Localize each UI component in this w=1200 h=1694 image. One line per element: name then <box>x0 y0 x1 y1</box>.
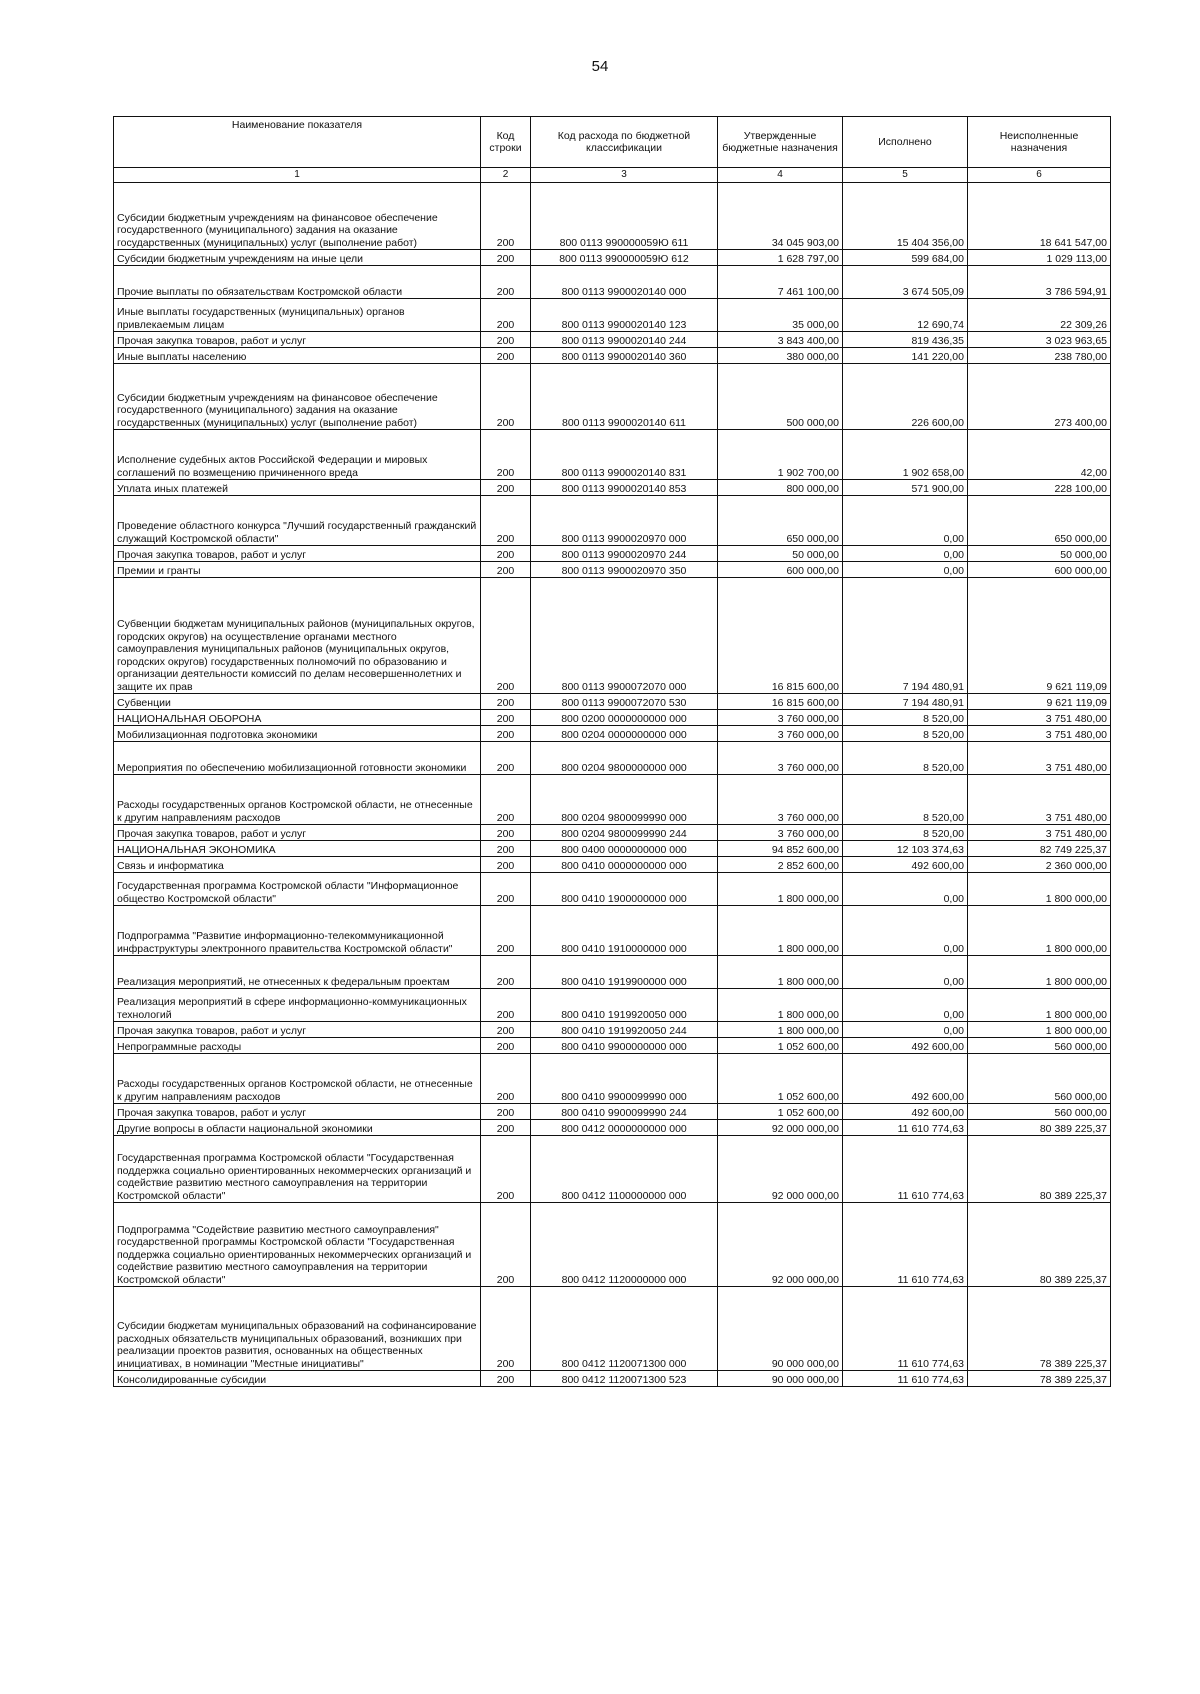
cell-executed: 0,00 <box>843 989 968 1022</box>
cell-line-code: 200 <box>481 873 531 906</box>
table-row <box>114 857 1111 873</box>
cell-executed: 0,00 <box>843 496 968 546</box>
cell-executed: 12 690,74 <box>843 299 968 332</box>
cell-budget-code: 800 0113 9900020970 350 <box>531 562 718 578</box>
cell-indicator-name: Расходы государственных органов Костромской области, не отнесенные к другим направлениям расходов <box>114 1054 481 1104</box>
cell-unexecuted: 3 751 480,00 <box>968 825 1111 841</box>
cell-indicator-name: Субсидии бюджетным учреждениям на финансовое обеспечение государственного (муниципального) задания на оказание государственных (муниципальных) услуг (выполнение работ) <box>114 364 481 430</box>
cell-unexecuted: 50 000,00 <box>968 546 1111 562</box>
cell-executed: 8 520,00 <box>843 825 968 841</box>
cell-line-code: 200 <box>481 694 531 710</box>
cell-budget-code: 800 0204 9800099990 000 <box>531 775 718 825</box>
cell-unexecuted: 238 780,00 <box>968 348 1111 364</box>
cell-budget-code: 800 0113 9900020970 244 <box>531 546 718 562</box>
cell-indicator-name: Премии и гранты <box>114 562 481 578</box>
cell-executed: 819 436,35 <box>843 332 968 348</box>
cell-approved: 1 800 000,00 <box>718 956 843 989</box>
table-row <box>114 430 1111 480</box>
cell-budget-code: 800 0113 9900020140 360 <box>531 348 718 364</box>
cell-unexecuted: 1 800 000,00 <box>968 906 1111 956</box>
cell-approved: 90 000 000,00 <box>718 1287 843 1371</box>
cell-unexecuted: 80 389 225,37 <box>968 1120 1111 1136</box>
cell-budget-code: 800 0204 9800099990 244 <box>531 825 718 841</box>
cell-executed: 0,00 <box>843 906 968 956</box>
cell-unexecuted: 1 800 000,00 <box>968 1022 1111 1038</box>
cell-line-code: 200 <box>481 1287 531 1371</box>
cell-executed: 1 902 658,00 <box>843 430 968 480</box>
cell-unexecuted: 3 023 963,65 <box>968 332 1111 348</box>
table-row <box>114 1136 1111 1203</box>
cell-executed: 11 610 774,63 <box>843 1120 968 1136</box>
cell-budget-code: 800 0400 0000000000 000 <box>531 841 718 857</box>
cell-budget-code: 800 0113 9900020140 611 <box>531 364 718 430</box>
cell-indicator-name: Прочая закупка товаров, работ и услуг <box>114 1104 481 1120</box>
cell-budget-code: 800 0412 1100000000 000 <box>531 1136 718 1203</box>
cell-approved: 800 000,00 <box>718 480 843 496</box>
cell-unexecuted: 1 800 000,00 <box>968 989 1111 1022</box>
cell-indicator-name: Субвенции бюджетам муниципальных районов (муниципальных округов, городских округов) на осуществление органами местного самоуправления муниципальных районов (муниципальных округов, городских округов) государственных полномочий по образованию и организации деятельности комиссий по делам несовершеннолетних и защите их прав <box>114 578 481 694</box>
cell-unexecuted: 9 621 119,09 <box>968 578 1111 694</box>
cell-line-code: 200 <box>481 299 531 332</box>
cell-budget-code: 800 0410 1919900000 000 <box>531 956 718 989</box>
cell-line-code: 200 <box>481 775 531 825</box>
cell-line-code: 200 <box>481 496 531 546</box>
table-row <box>114 578 1111 694</box>
table-row <box>114 726 1111 742</box>
cell-approved: 50 000,00 <box>718 546 843 562</box>
cell-budget-code: 800 0204 9800000000 000 <box>531 742 718 775</box>
cell-line-code: 200 <box>481 710 531 726</box>
cell-budget-code: 800 0113 990000059Ю 611 <box>531 183 718 250</box>
cell-indicator-name: Подпрограмма "Развитие информационно-телекоммуникационной инфраструктуры электронного правительства Костромской области" <box>114 906 481 956</box>
cell-indicator-name: Субсидии бюджетам муниципальных образований на софинансирование расходных обязательств муниципальных образований, возникших при реализации проектов развития, основанных на общественных инициативах, в номинации "Местные инициативы" <box>114 1287 481 1371</box>
column-number: 4 <box>718 168 843 183</box>
cell-approved: 7 461 100,00 <box>718 266 843 299</box>
table-row <box>114 1104 1111 1120</box>
cell-executed: 7 194 480,91 <box>843 694 968 710</box>
cell-line-code: 200 <box>481 364 531 430</box>
cell-approved: 1 052 600,00 <box>718 1038 843 1054</box>
table-row <box>114 1022 1111 1038</box>
cell-line-code: 200 <box>481 266 531 299</box>
cell-indicator-name: Иные выплаты государственных (муниципальных) органов привлекаемым лицам <box>114 299 481 332</box>
cell-line-code: 200 <box>481 562 531 578</box>
cell-budget-code: 800 0410 9900000000 000 <box>531 1038 718 1054</box>
table-row <box>114 250 1111 266</box>
cell-approved: 1 800 000,00 <box>718 989 843 1022</box>
cell-line-code: 200 <box>481 480 531 496</box>
cell-indicator-name: Государственная программа Костромской области "Информационное общество Костромской области" <box>114 873 481 906</box>
cell-unexecuted: 3 751 480,00 <box>968 775 1111 825</box>
cell-approved: 16 815 600,00 <box>718 578 843 694</box>
cell-approved: 500 000,00 <box>718 364 843 430</box>
cell-line-code: 200 <box>481 183 531 250</box>
cell-indicator-name: Реализация мероприятий, не отнесенных к федеральным проектам <box>114 956 481 989</box>
cell-unexecuted: 78 389 225,37 <box>968 1371 1111 1387</box>
cell-approved: 92 000 000,00 <box>718 1120 843 1136</box>
cell-budget-code: 800 0113 9900020140 853 <box>531 480 718 496</box>
cell-indicator-name: Исполнение судебных актов Российской Федерации и мировых соглашений по возмещению причиненного вреда <box>114 430 481 480</box>
cell-executed: 599 684,00 <box>843 250 968 266</box>
cell-budget-code: 800 0410 1919920050 000 <box>531 989 718 1022</box>
table-row <box>114 1120 1111 1136</box>
cell-approved: 35 000,00 <box>718 299 843 332</box>
cell-approved: 3 760 000,00 <box>718 726 843 742</box>
cell-line-code: 200 <box>481 1203 531 1287</box>
cell-unexecuted: 560 000,00 <box>968 1104 1111 1120</box>
cell-line-code: 200 <box>481 430 531 480</box>
cell-unexecuted: 78 389 225,37 <box>968 1287 1111 1371</box>
cell-budget-code: 800 0410 1900000000 000 <box>531 873 718 906</box>
cell-executed: 8 520,00 <box>843 775 968 825</box>
cell-indicator-name: Субсидии бюджетным учреждениям на иные цели <box>114 250 481 266</box>
page-number: 54 <box>591 58 609 75</box>
cell-executed: 141 220,00 <box>843 348 968 364</box>
cell-approved: 92 000 000,00 <box>718 1136 843 1203</box>
cell-budget-code: 800 0410 1919920050 244 <box>531 1022 718 1038</box>
cell-budget-code: 800 0410 1910000000 000 <box>531 906 718 956</box>
cell-line-code: 200 <box>481 546 531 562</box>
cell-line-code: 200 <box>481 348 531 364</box>
cell-line-code: 200 <box>481 857 531 873</box>
cell-approved: 16 815 600,00 <box>718 694 843 710</box>
cell-executed: 0,00 <box>843 546 968 562</box>
cell-executed: 492 600,00 <box>843 857 968 873</box>
cell-executed: 11 610 774,63 <box>843 1203 968 1287</box>
cell-approved: 1 052 600,00 <box>718 1054 843 1104</box>
cell-approved: 34 045 903,00 <box>718 183 843 250</box>
table-row <box>114 332 1111 348</box>
cell-budget-code: 800 0410 9900099990 000 <box>531 1054 718 1104</box>
table-row <box>114 825 1111 841</box>
table-row <box>114 480 1111 496</box>
cell-executed: 0,00 <box>843 562 968 578</box>
table-row <box>114 348 1111 364</box>
table-row <box>114 364 1111 430</box>
cell-unexecuted: 2 360 000,00 <box>968 857 1111 873</box>
cell-executed: 492 600,00 <box>843 1038 968 1054</box>
cell-budget-code: 800 0113 9900020140 831 <box>531 430 718 480</box>
column-number: 3 <box>531 168 718 183</box>
cell-approved: 600 000,00 <box>718 562 843 578</box>
cell-executed: 11 610 774,63 <box>843 1371 968 1387</box>
cell-indicator-name: Прочая закупка товаров, работ и услуг <box>114 825 481 841</box>
cell-executed: 8 520,00 <box>843 742 968 775</box>
cell-indicator-name: Прочая закупка товаров, работ и услуг <box>114 1022 481 1038</box>
cell-indicator-name: НАЦИОНАЛЬНАЯ ОБОРОНА <box>114 710 481 726</box>
cell-line-code: 200 <box>481 906 531 956</box>
cell-unexecuted: 3 786 594,91 <box>968 266 1111 299</box>
table-row <box>114 1038 1111 1054</box>
cell-unexecuted: 1 800 000,00 <box>968 873 1111 906</box>
cell-line-code: 200 <box>481 989 531 1022</box>
cell-indicator-name: Консолидированные субсидии <box>114 1371 481 1387</box>
cell-approved: 3 760 000,00 <box>718 742 843 775</box>
cell-unexecuted: 560 000,00 <box>968 1038 1111 1054</box>
header-line-code: Код строки <box>481 117 531 168</box>
cell-unexecuted: 600 000,00 <box>968 562 1111 578</box>
cell-approved: 1 800 000,00 <box>718 873 843 906</box>
table-row <box>114 562 1111 578</box>
cell-executed: 492 600,00 <box>843 1104 968 1120</box>
cell-approved: 2 852 600,00 <box>718 857 843 873</box>
cell-line-code: 200 <box>481 825 531 841</box>
table-row <box>114 956 1111 989</box>
cell-executed: 7 194 480,91 <box>843 578 968 694</box>
table-row <box>114 1203 1111 1287</box>
cell-indicator-name: Уплата иных платежей <box>114 480 481 496</box>
cell-approved: 1 902 700,00 <box>718 430 843 480</box>
cell-approved: 90 000 000,00 <box>718 1371 843 1387</box>
cell-budget-code: 800 0113 9900020970 000 <box>531 496 718 546</box>
table-row <box>114 775 1111 825</box>
cell-budget-code: 800 0113 990000059Ю 612 <box>531 250 718 266</box>
cell-budget-code: 800 0113 9900072070 530 <box>531 694 718 710</box>
table-row <box>114 1287 1111 1371</box>
cell-unexecuted: 82 749 225,37 <box>968 841 1111 857</box>
cell-line-code: 200 <box>481 250 531 266</box>
cell-indicator-name: Расходы государственных органов Костромской области, не отнесенные к другим направлениям расходов <box>114 775 481 825</box>
table-row <box>114 873 1111 906</box>
cell-approved: 3 843 400,00 <box>718 332 843 348</box>
cell-unexecuted: 9 621 119,09 <box>968 694 1111 710</box>
header-executed: Исполнено <box>843 117 968 168</box>
cell-line-code: 200 <box>481 332 531 348</box>
cell-unexecuted: 18 641 547,00 <box>968 183 1111 250</box>
cell-budget-code: 800 0113 9900020140 123 <box>531 299 718 332</box>
table-header <box>114 117 1111 183</box>
header-budget-code: Код расхода по бюджетной классификации <box>531 117 718 168</box>
table-row <box>114 742 1111 775</box>
cell-executed: 8 520,00 <box>843 726 968 742</box>
cell-indicator-name: Подпрограмма "Содействие развитию местного самоуправления" государственной программы Костромской области "Государственная поддержка социально ориентированных некоммерческих организаций и содействие развитию местного самоуправления на территории Костромской области" <box>114 1203 481 1287</box>
cell-indicator-name: НАЦИОНАЛЬНАЯ ЭКОНОМИКА <box>114 841 481 857</box>
cell-approved: 3 760 000,00 <box>718 825 843 841</box>
cell-executed: 226 600,00 <box>843 364 968 430</box>
cell-budget-code: 800 0113 9900020140 000 <box>531 266 718 299</box>
cell-executed: 8 520,00 <box>843 710 968 726</box>
cell-line-code: 200 <box>481 1054 531 1104</box>
column-number: 6 <box>968 168 1111 183</box>
cell-budget-code: 800 0412 1120000000 000 <box>531 1203 718 1287</box>
budget-execution-table <box>113 116 1111 1387</box>
cell-unexecuted: 22 309,26 <box>968 299 1111 332</box>
cell-unexecuted: 80 389 225,37 <box>968 1136 1111 1203</box>
cell-approved: 1 628 797,00 <box>718 250 843 266</box>
table-row <box>114 183 1111 250</box>
cell-budget-code: 800 0410 0000000000 000 <box>531 857 718 873</box>
cell-indicator-name: Прочие выплаты по обязательствам Костромской области <box>114 266 481 299</box>
cell-line-code: 200 <box>481 726 531 742</box>
cell-indicator-name: Субсидии бюджетным учреждениям на финансовое обеспечение государственного (муниципального) задания на оказание государственных (муниципальных) услуг (выполнение работ) <box>114 183 481 250</box>
cell-approved: 1 052 600,00 <box>718 1104 843 1120</box>
cell-executed: 0,00 <box>843 873 968 906</box>
cell-approved: 380 000,00 <box>718 348 843 364</box>
table-row <box>114 496 1111 546</box>
cell-indicator-name: Иные выплаты населению <box>114 348 481 364</box>
cell-unexecuted: 3 751 480,00 <box>968 742 1111 775</box>
header-approved: Утвержденные бюджетные назначения <box>718 117 843 168</box>
column-number: 2 <box>481 168 531 183</box>
cell-indicator-name: Субвенции <box>114 694 481 710</box>
cell-executed: 492 600,00 <box>843 1054 968 1104</box>
cell-indicator-name: Государственная программа Костромской области "Государственная поддержка социально ориентированных некоммерческих организаций и содействие развитию местного самоуправления на территории Костромской области" <box>114 1136 481 1203</box>
cell-approved: 1 800 000,00 <box>718 906 843 956</box>
table-row <box>114 841 1111 857</box>
cell-indicator-name: Непрограммные расходы <box>114 1038 481 1054</box>
cell-indicator-name: Связь и информатика <box>114 857 481 873</box>
table-row <box>114 989 1111 1022</box>
cell-unexecuted: 42,00 <box>968 430 1111 480</box>
cell-budget-code: 800 0200 0000000000 000 <box>531 710 718 726</box>
table-row <box>114 906 1111 956</box>
table-row <box>114 266 1111 299</box>
cell-budget-code: 800 0410 9900099990 244 <box>531 1104 718 1120</box>
cell-indicator-name: Другие вопросы в области национальной экономики <box>114 1120 481 1136</box>
cell-line-code: 200 <box>481 1022 531 1038</box>
cell-executed: 15 404 356,00 <box>843 183 968 250</box>
cell-budget-code: 800 0412 0000000000 000 <box>531 1120 718 1136</box>
column-number: 5 <box>843 168 968 183</box>
table-row <box>114 710 1111 726</box>
cell-indicator-name: Прочая закупка товаров, работ и услуг <box>114 546 481 562</box>
cell-unexecuted: 1 800 000,00 <box>968 956 1111 989</box>
cell-unexecuted: 560 000,00 <box>968 1054 1111 1104</box>
cell-budget-code: 800 0204 0000000000 000 <box>531 726 718 742</box>
cell-approved: 3 760 000,00 <box>718 775 843 825</box>
cell-unexecuted: 1 029 113,00 <box>968 250 1111 266</box>
cell-executed: 3 674 505,09 <box>843 266 968 299</box>
cell-budget-code: 800 0113 9900072070 000 <box>531 578 718 694</box>
cell-line-code: 200 <box>481 742 531 775</box>
cell-unexecuted: 228 100,00 <box>968 480 1111 496</box>
header-unexecuted: Неисполненные назначения <box>968 117 1111 168</box>
column-number: 1 <box>114 168 481 183</box>
cell-unexecuted: 650 000,00 <box>968 496 1111 546</box>
cell-approved: 94 852 600,00 <box>718 841 843 857</box>
cell-approved: 3 760 000,00 <box>718 710 843 726</box>
header-indicator-name: Наименование показателя <box>114 117 481 168</box>
cell-budget-code: 800 0113 9900020140 244 <box>531 332 718 348</box>
cell-line-code: 200 <box>481 1371 531 1387</box>
cell-indicator-name: Проведение областного конкурса "Лучший государственный гражданский служащий Костромской области" <box>114 496 481 546</box>
cell-line-code: 200 <box>481 841 531 857</box>
cell-executed: 0,00 <box>843 956 968 989</box>
table-body <box>114 183 1111 1387</box>
cell-executed: 571 900,00 <box>843 480 968 496</box>
cell-line-code: 200 <box>481 1120 531 1136</box>
cell-budget-code: 800 0412 1120071300 523 <box>531 1371 718 1387</box>
table-row <box>114 546 1111 562</box>
cell-executed: 11 610 774,63 <box>843 1287 968 1371</box>
cell-line-code: 200 <box>481 578 531 694</box>
cell-executed: 0,00 <box>843 1022 968 1038</box>
cell-approved: 92 000 000,00 <box>718 1203 843 1287</box>
cell-unexecuted: 80 389 225,37 <box>968 1203 1111 1287</box>
cell-unexecuted: 3 751 480,00 <box>968 726 1111 742</box>
table-row <box>114 1371 1111 1387</box>
cell-line-code: 200 <box>481 1104 531 1120</box>
cell-approved: 650 000,00 <box>718 496 843 546</box>
cell-line-code: 200 <box>481 1136 531 1203</box>
cell-unexecuted: 3 751 480,00 <box>968 710 1111 726</box>
cell-indicator-name: Прочая закупка товаров, работ и услуг <box>114 332 481 348</box>
cell-executed: 12 103 374,63 <box>843 841 968 857</box>
table-row <box>114 694 1111 710</box>
table-row <box>114 299 1111 332</box>
cell-line-code: 200 <box>481 956 531 989</box>
cell-unexecuted: 273 400,00 <box>968 364 1111 430</box>
cell-indicator-name: Мобилизационная подготовка экономики <box>114 726 481 742</box>
cell-budget-code: 800 0412 1120071300 000 <box>531 1287 718 1371</box>
table-row <box>114 1054 1111 1104</box>
cell-indicator-name: Мероприятия по обеспечению мобилизационной готовности экономики <box>114 742 481 775</box>
cell-executed: 11 610 774,63 <box>843 1136 968 1203</box>
cell-approved: 1 800 000,00 <box>718 1022 843 1038</box>
cell-indicator-name: Реализация мероприятий в сфере информационно-коммуникационных технологий <box>114 989 481 1022</box>
cell-line-code: 200 <box>481 1038 531 1054</box>
